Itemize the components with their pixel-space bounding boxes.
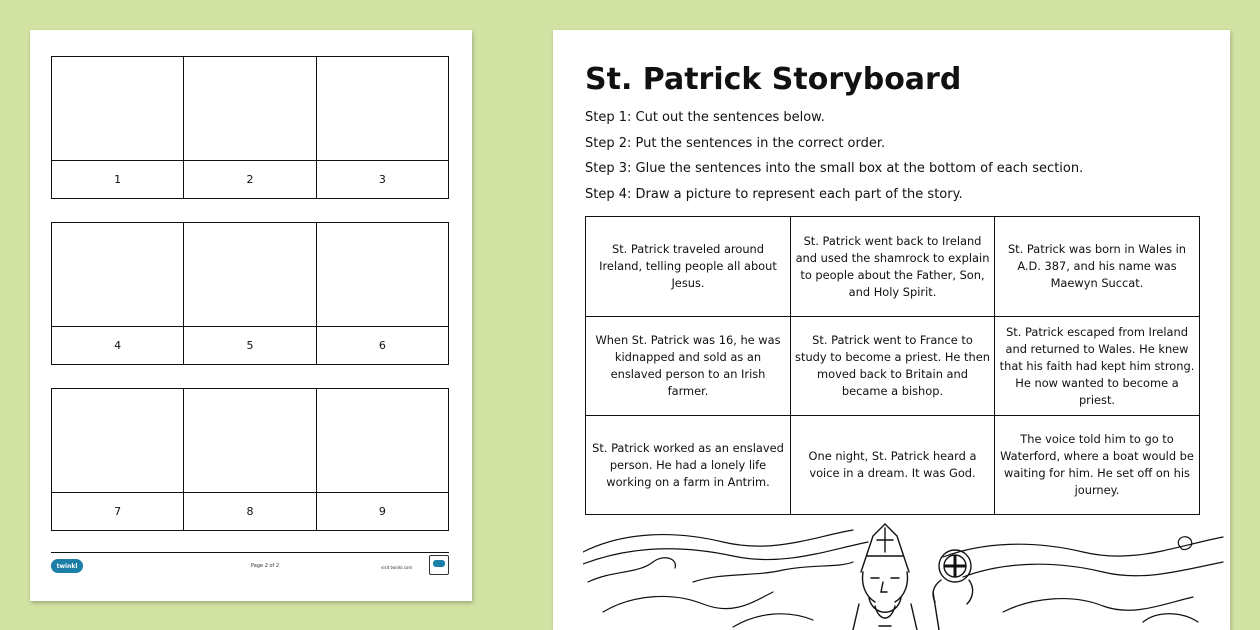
page-footer [51,552,449,580]
storyboard-page-left [30,30,472,601]
panel-row-2 [51,222,449,365]
sentence-card: One night, St. Patrick heard a voice in a dream. It was God. [791,416,995,514]
crozier-cross-icon [933,550,973,604]
instruction-step-4: Step 4: Draw a picture to represent each part of the story. [585,186,963,202]
drawing-panel-5 [184,223,316,326]
page-number-label: Page 2 of 2 [251,563,280,569]
st-patrick-figure [853,524,939,630]
instruction-step-3: Step 3: Glue the sentences into the small box at the bottom of each section. [585,161,1084,176]
drawing-panel-4 [52,223,184,326]
twinkl-logo: twinkl [51,559,83,573]
st-patrick-illustration [583,522,1230,630]
instruction-step-2: Step 2: Put the sentences in the correct order. [585,135,886,151]
panel-number-4: 4 [52,327,184,364]
drawing-panel-1 [52,57,184,160]
sentence-card: St. Patrick went to France to study to become a priest. He then moved back to Britain and became a bishop. [791,317,995,416]
instruction-step-1: Step 1: Cut out the sentences below. [585,110,825,125]
quality-badge-icon [429,555,449,575]
page-title: St. Patrick Storyboard [585,62,962,97]
panel-number-9: 9 [378,505,386,518]
panel-number-3: 3 [378,173,386,186]
panel-row-1 [51,56,449,199]
panel-number-2: 2 [184,161,316,198]
sentence-card: St. Patrick traveled around Ireland, telling people all about Jesus. [586,217,791,317]
panel-number-5: 5 [184,327,316,364]
website-link: visit twinkl.com [381,565,413,570]
sentence-card: The voice told him to go to Waterford, where a boat would be waiting for him. He set off on his journey. [1000,432,1194,497]
sentence-card: St. Patrick was born in Wales in A.D. 387, and his name was Maewyn Succat. [995,217,1199,317]
sentence-card: St. Patrick went back to Ireland and used the shamrock to explain to people about the Father, Son, and Holy Spirit. [791,217,995,317]
drawing-panel-7 [52,389,184,492]
drawing-panel-6 [317,223,448,326]
drawing-panel-3 [317,57,448,160]
panel-number-6: 6 [378,339,386,352]
instructions-list [585,110,1083,212]
drawing-panel-8 [184,389,316,492]
panel-number-1: 1 [52,161,184,198]
sentence-card: St. Patrick escaped from Ireland and returned to Wales. He knew that his faith had kept him strong. He now wanted to become a priest. [995,317,1199,416]
panel-number-7: 7 [52,493,184,530]
sentence-card: St. Patrick worked as an enslaved person. He had a lonely life working on a farm in Antrim. [586,416,791,514]
sentence-table [585,216,1200,515]
storyboard-page-right [553,30,1230,630]
panel-number-8: 8 [184,493,316,530]
sentence-card: When St. Patrick was 16, he was kidnapped and sold as an enslaved person to an Irish farmer. [586,317,791,416]
cloud-swirls [583,530,1223,627]
drawing-panel-2 [184,57,316,160]
drawing-panel-9 [317,389,448,492]
panel-row-3 [51,388,449,531]
